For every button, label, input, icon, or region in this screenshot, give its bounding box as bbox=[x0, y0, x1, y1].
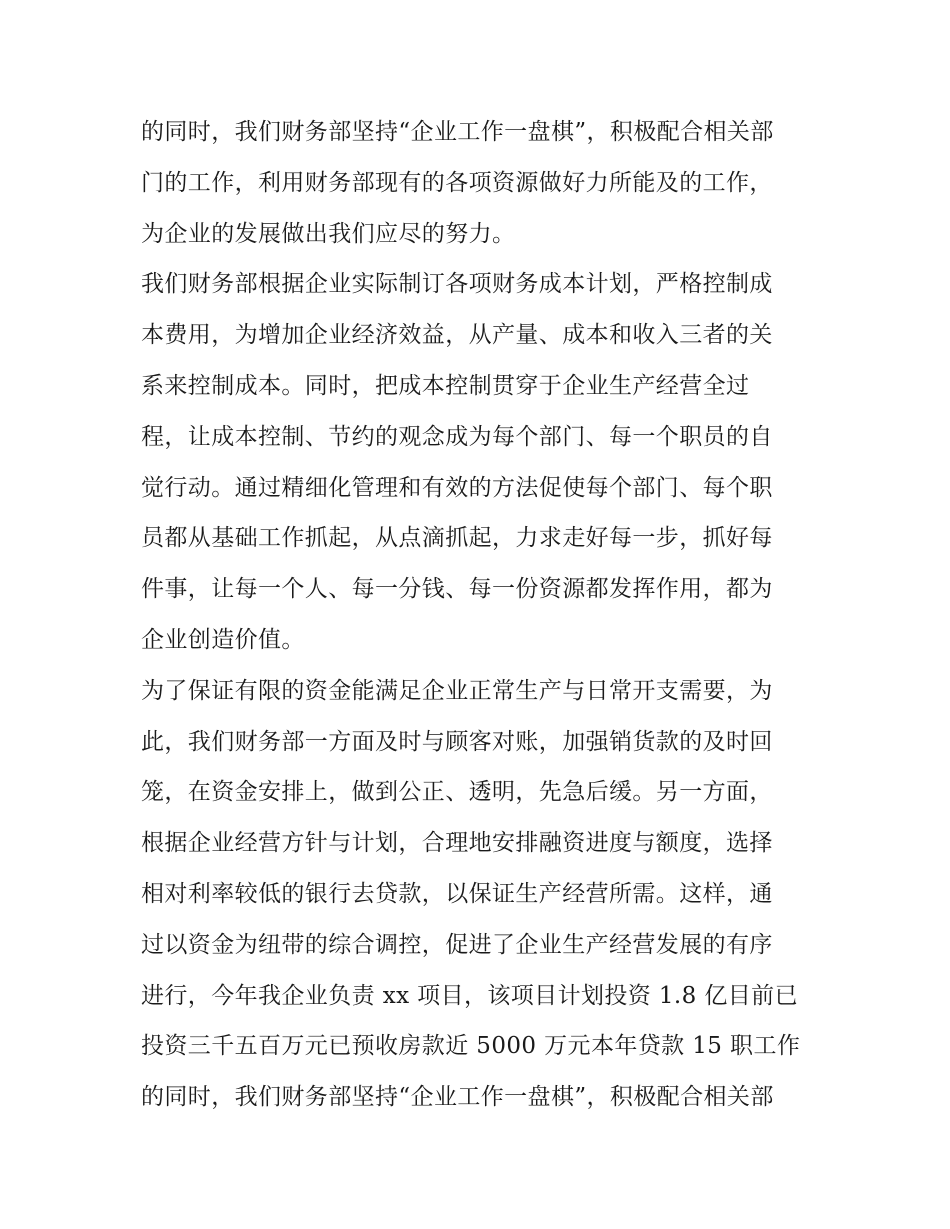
text-line: 进行，今年我企业负责 xx 项目，该项目计划投资 1.8 亿目前已 bbox=[141, 982, 798, 1009]
body-text bbox=[141, 107, 821, 1123]
text-line: 过以资金为纽带的综合调控，促进了企业生产经营发展的有序 bbox=[141, 931, 773, 958]
text-line: 为了保证有限的资金能满足企业正常生产与日常开支需要，为 bbox=[141, 677, 773, 704]
text-line: 的同时，我们财务部坚持“企业工作一盘棋”，积极配合相关部 bbox=[141, 1084, 774, 1111]
text-line: 门的工作，利用财务部现有的各项资源做好力所能及的工作， bbox=[141, 169, 773, 196]
text-line: 投资三千五百万元已预收房款近 5000 万元本年贷款 15 职工作 bbox=[141, 1033, 801, 1060]
text-line: 为企业的发展做出我们应尽的努力。 bbox=[141, 220, 516, 247]
text-line: 觉行动。通过精细化管理和有效的方法促使每个部门、每个职 bbox=[141, 474, 773, 501]
text-line: 的同时，我们财务部坚持“企业工作一盘棋”，积极配合相关部 bbox=[141, 119, 774, 145]
text-line: 程，让成本控制、节约的观念成为每个部门、每一个职员的自 bbox=[141, 423, 773, 450]
text-line: 相对利率较低的银行去贷款，以保证生产经营所需。这样，通 bbox=[141, 880, 773, 907]
text-line: 根据企业经营方针与计划，合理地安排融资进度与额度，选择 bbox=[141, 830, 773, 857]
text-line: 企业创造价值。 bbox=[141, 626, 305, 653]
text-line: 笼，在资金安排上，做到公正、透明，先急后缓。另一方面， bbox=[141, 779, 773, 806]
text-line: 本费用，为增加企业经济效益，从产量、成本和收入三者的关 bbox=[141, 322, 773, 349]
text-line: 我们财务部根据企业实际制订各项财务成本计划，严格控制成 bbox=[141, 271, 773, 298]
text-line: 系来控制成本。同时，把成本控制贯穿于企业生产经营全过 bbox=[141, 372, 750, 399]
text-line: 此，我们财务部一方面及时与顾客对账，加强销货款的及时回 bbox=[141, 728, 773, 755]
text-line: 员都从基础工作抓起，从点滴抓起，力求走好每一步，抓好每 bbox=[141, 525, 773, 552]
text-line: 件事，让每一个人、每一分钱、每一份资源都发挥作用，都为 bbox=[141, 576, 773, 603]
